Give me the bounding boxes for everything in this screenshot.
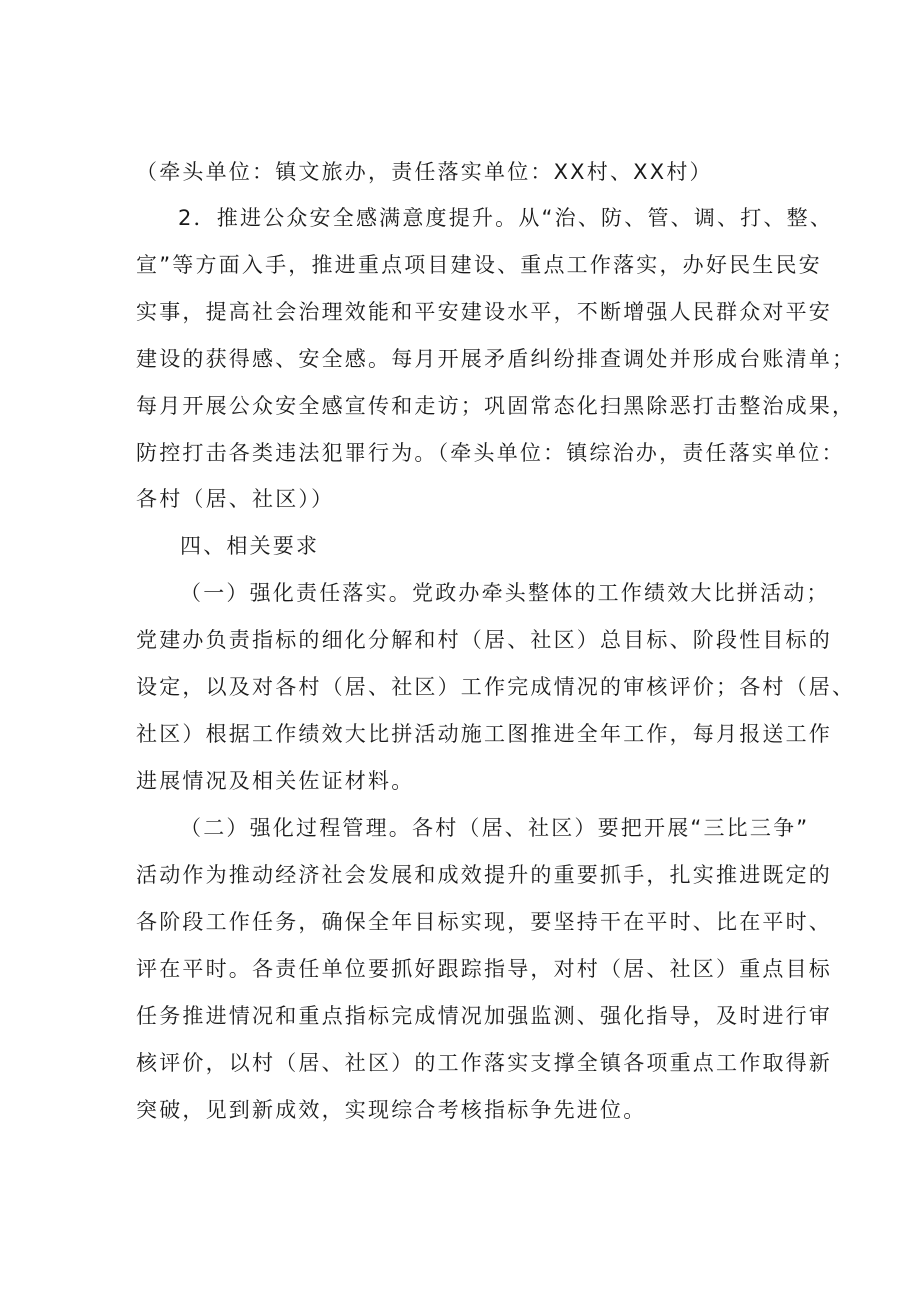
text-line: 社区）根据工作绩效大比拼活动施工图推进全年工作，每月报送工作 [136,722,832,746]
text-line: 活动作为推动经济社会发展和成效提升的重要抓手，扎实推进既定的 [136,863,832,887]
text-line: （一）强化责任落实。党政办牵头整体的工作绩效大比拼活动； [180,581,830,605]
text-line: （牵头单位：镇文旅办，责任落实单位：XX村、XX村） [136,160,713,184]
text-line: 突破，见到新成效，实现综合考核指标争先进位。 [136,1098,647,1122]
text-line: 每月开展公众安全感宣传和走访；巩固常态化扫黑除恶打击整治成果， [136,394,856,418]
text-line: 评在平时。各责任单位要抓好跟踪指导，对村（居、社区）重点目标 [136,957,832,981]
text-line: 防控打击各类违法犯罪行为。（牵头单位：镇综治办，责任落实单位： [136,441,845,465]
text-line: 任务推进情况和重点指标完成情况加强监测、强化指导，及时进行审 [136,1004,832,1028]
text-line: 设定，以及对各村（居、社区）工作完成情况的审核评价；各村（居、 [136,675,856,699]
text-line: 党建办负责指标的细化分解和村（居、社区）总目标、阶段性目标的 [136,628,832,652]
text-line: 进展情况及相关佐证材料。 [136,769,415,793]
text-line: 核评价，以村（居、社区）的工作落实支撑全镇各项重点工作取得新 [136,1051,832,1075]
text-line: 建设的获得感、安全感。每月开展矛盾纠纷排查调处并形成台账清单； [136,347,856,371]
text-line: 实事，提高社会治理效能和平安建设水平，不断增强人民群众对平安 [136,300,832,324]
text-line: 宣”等方面入手，推进重点项目建设、重点工作落实，办好民生民安 [136,253,822,277]
text-line: 各阶段工作任务，确保全年目标实现，要坚持干在平时、比在平时、 [136,910,832,934]
text-line: （二）强化过程管理。各村（居、社区）要把开展“三比三争” [180,816,810,840]
text-line: 各村（居、社区）） [136,487,335,511]
text-line: 2．推进公众安全感满意度提升。从“治、防、管、调、打、整、 [178,206,834,230]
section-heading: 四、相关要求 [180,534,320,558]
